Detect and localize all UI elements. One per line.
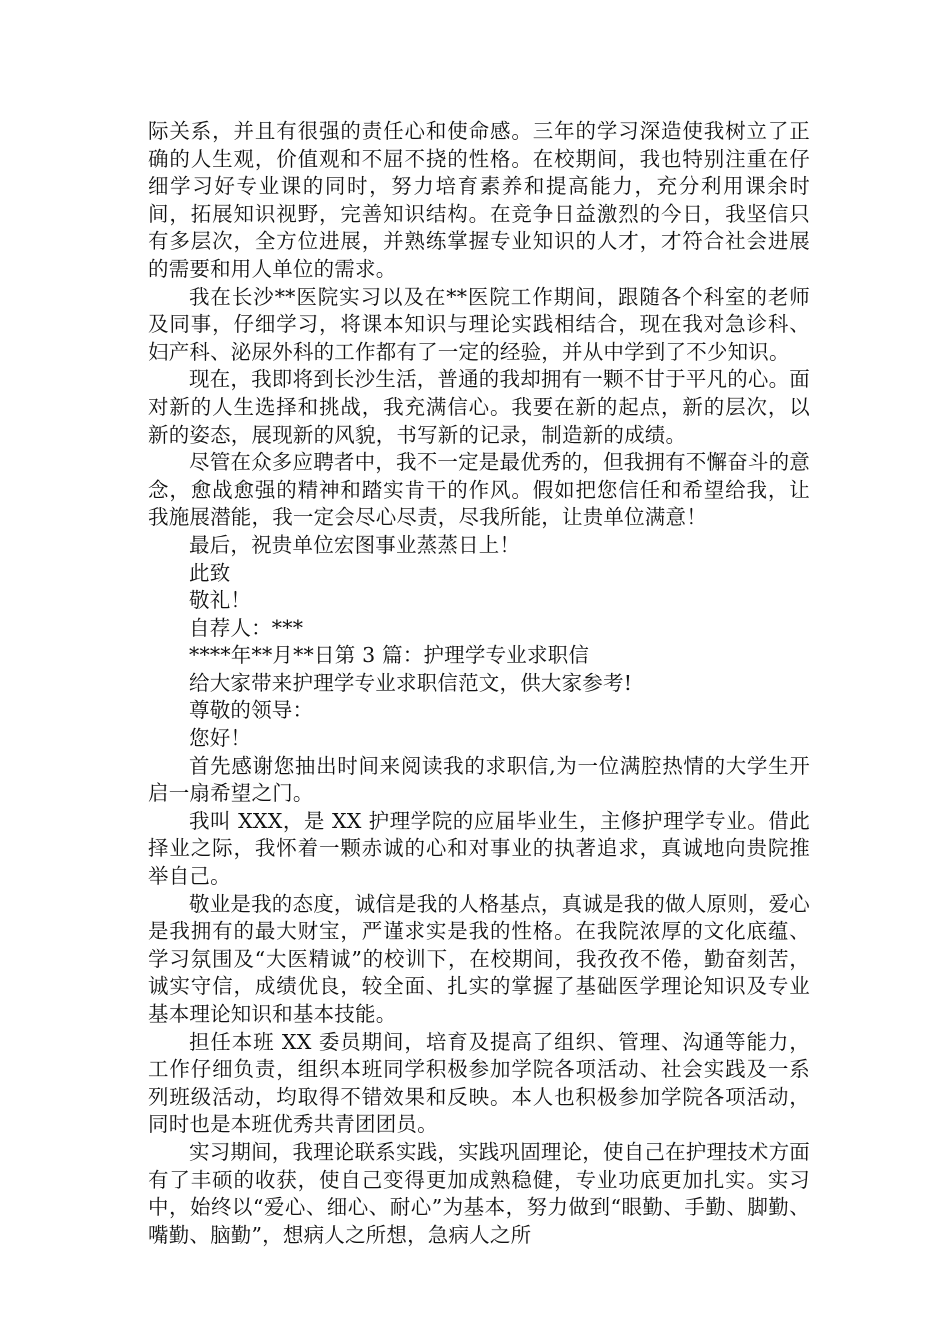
paragraph-introduction: 我叫 XXX，是 XX 护理学院的应届毕业生，主修护理学专业。借此择业之际，我怀着一颗赤诚的心和对事业的执著追求，真诚地向贵院推举自己。 bbox=[148, 808, 810, 889]
signature-line: 自荐人：*** bbox=[189, 615, 304, 640]
document-body bbox=[148, 118, 810, 1249]
paragraph-internship: 我在长沙**医院实习以及在**医院工作期间，跟随各个科室的老师及同事，仔细学习，将课本知识与理论实践相结合，现在我对急诊科、妇产科、泌尿外科的工作都有了一定的经验，并从中学到了不少知识。 bbox=[148, 284, 810, 364]
closing-salutation-2: 敬礼！ bbox=[189, 588, 252, 613]
section-intro: 给大家带来护理学专业求职信范文，供大家参考! bbox=[189, 670, 633, 695]
closing-salutation-1: 此致 bbox=[189, 560, 231, 585]
paragraph-attitude: 敬业是我的态度，诚信是我的人格基点，真诚是我的做人原则，爱心是我拥有的最大财宝，严谨求实是我的性格。在我院浓厚的文化底蕴、学习氛围及“大医精诚”的校训下，在校期间，我孜孜不倦，勤奋刻苦，诚实守信，成绩优良，较全面、扎实的掌握了基础医学理论知识及专业基本理论知识和基本技能。 bbox=[148, 891, 810, 1026]
paragraph-practice: 实习期间，我理论联系实践，实践巩固理论，使自己在护理技术方面有了丰硕的收获，使自己变得更加成熟稳健，专业功底更加扎实。实习中，始终以“爱心、细心、耐心”为基本，努力做到“眼勤、手勤、脚勤、嘴勤、脑勤”，想病人之所想，急病人之所 bbox=[148, 1139, 810, 1247]
paragraph-determination: 尽管在众多应聘者中，我不一定是最优秀的，但我拥有不懈奋斗的意念，愈战愈强的精神和踏实肯干的作风。假如把您信任和希望给我，让我施展潜能，我一定会尽心尽责，尽我所能，让贵单位满意！ bbox=[148, 450, 810, 530]
date-and-section-title: ****年**月**日第 3 篇：护理学专业求职信 bbox=[189, 643, 590, 668]
letter-greeting: 尊敬的领导： bbox=[189, 698, 314, 723]
paragraph-continuation: 际关系，并且有很强的责任心和使命感。三年的学习深造使我树立了正确的人生观，价值观和不屈不挠的性格。在校期间，我也特别注重在仔细学习好专业课的同时，努力培育素养和提高能力，充分利用课余时间，拓展知识视野，完善知识结构。在竞争日益激烈的今日，我坚信只有多层次，全方位进展，并熟练掌握专业知识的人才，才符合社会进展的需要和用人单位的需求。 bbox=[148, 119, 810, 281]
closing-wish: 最后，祝贵单位宏图事业蒸蒸日上！ bbox=[189, 532, 521, 557]
letter-hello: 您好！ bbox=[189, 726, 252, 751]
paragraph-confidence: 现在，我即将到长沙生活，普通的我却拥有一颗不甘于平凡的心。面对新的人生选择和挑战，我充满信心。我要在新的起点，新的层次，以新的姿态，展现新的风貌，书写新的记录，制造新的成绩。 bbox=[148, 367, 810, 447]
paragraph-committee: 担任本班 XX 委员期间，培育及提高了组织、管理、沟通等能力，工作仔细负责，组织本班同学积极参加学院各项活动、社会实践及一系列班级活动，均取得不错效果和反映。本人也积极参加学院各项活动，同时也是本班优秀共青团团员。 bbox=[148, 1029, 810, 1137]
paragraph-thanks: 首先感谢您抽出时间来阅读我的求职信,为一位满腔热情的大学生开启一扇希望之门。 bbox=[148, 753, 810, 806]
